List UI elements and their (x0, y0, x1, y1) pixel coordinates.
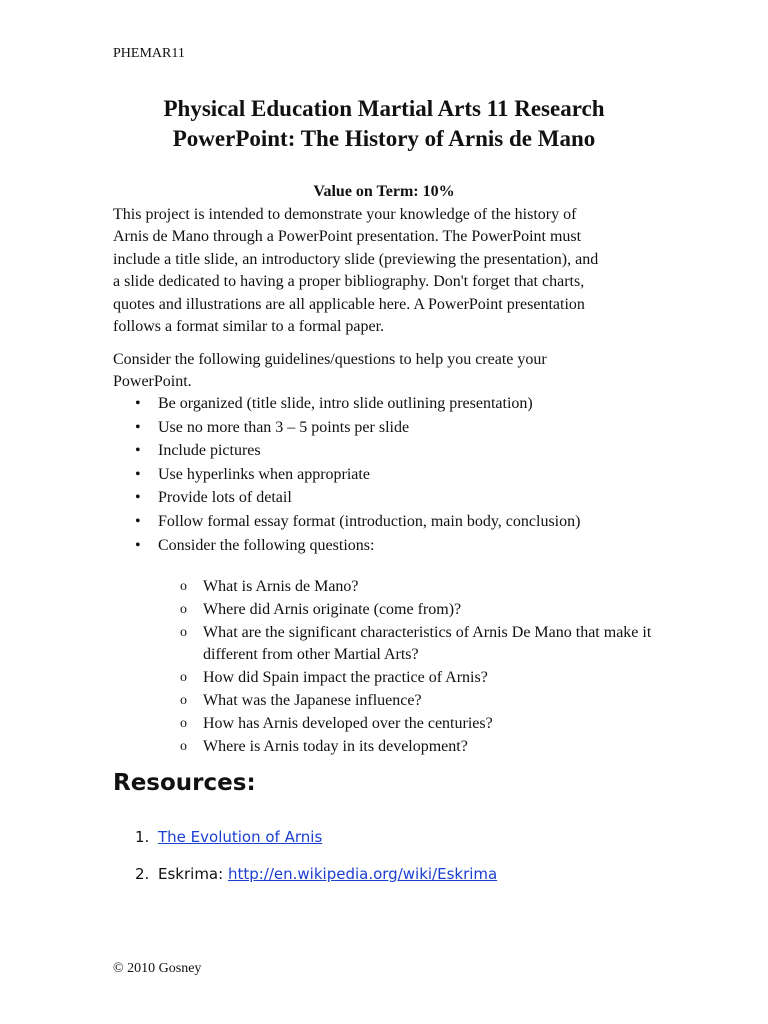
question-item (180, 576, 660, 598)
eskrima-wikipedia-link[interactable]: http://en.wikipedia.org/wiki/Eskrima (227, 865, 498, 883)
resources-list (135, 826, 497, 900)
intro-line: This project is intended to demonstrate your knowledge of the history of (113, 206, 577, 223)
guidelines-intro (113, 349, 653, 393)
guideline-item (113, 487, 673, 511)
question-text: Where is Arnis today in its development? (203, 738, 468, 755)
bullet-icon: • (135, 536, 141, 554)
question-item (180, 599, 660, 621)
bullet-icon: • (135, 489, 141, 507)
document-title (60, 94, 708, 154)
guideline-text: Use hyperlinks when appropriate (158, 465, 370, 483)
hollow-circle-icon: o (180, 602, 187, 617)
intro-paragraph (113, 204, 653, 338)
hollow-circle-icon: o (180, 579, 187, 594)
question-item (180, 667, 660, 689)
bullet-icon: • (135, 512, 141, 530)
resource-item (135, 826, 497, 863)
title-line-1: Physical Education Martial Arts 11 Research (163, 96, 605, 121)
question-item (180, 690, 660, 712)
bullet-icon: • (135, 395, 141, 412)
hollow-circle-icon: o (180, 625, 187, 640)
question-text: How did Spain impact the practice of Arnis? (203, 669, 488, 686)
intro-line: follows a format similar to a formal paper. (113, 318, 385, 336)
question-text: What is Arnis de Mano? (203, 578, 359, 595)
questions-list (180, 576, 660, 759)
resource-item (135, 863, 497, 900)
question-text: What are the significant characteristics of Arnis De Mano that make it different from other Martial Arts? (203, 624, 652, 663)
intro-line: include a title slide, an introductory slide (previewing the presentation), and (113, 250, 599, 268)
title-line-2: PowerPoint: The History of Arnis de Mano (172, 126, 596, 151)
guideline-item (113, 535, 673, 559)
resources-heading: Resources: (113, 770, 256, 796)
evolution-of-arnis-link[interactable]: The Evolution of Arnis (158, 828, 323, 846)
resource-number: 2. (135, 865, 150, 883)
hollow-circle-icon: o (180, 693, 187, 708)
hollow-circle-icon: o (180, 716, 187, 731)
guideline-item (113, 417, 673, 441)
intro-line: a slide dedicated to having a proper bibliography. Don't forget that charts, (113, 273, 585, 291)
hollow-circle-icon: o (180, 739, 187, 754)
bullet-icon: • (135, 418, 141, 436)
guideline-item (113, 393, 673, 417)
guidelines-list (113, 393, 673, 558)
hollow-circle-icon: o (180, 670, 187, 685)
guideline-item (113, 511, 673, 535)
guideline-text: Include pictures (158, 442, 261, 460)
bullet-icon: • (135, 442, 141, 460)
question-text: What was the Japanese influence? (203, 692, 422, 709)
question-text: Where did Arnis originate (come from)? (203, 601, 462, 618)
question-item (180, 736, 660, 758)
question-item (180, 622, 660, 666)
intro-line: Arnis de Mano through a PowerPoint presentation. The PowerPoint must (113, 228, 582, 246)
resource-number: 1. (135, 828, 150, 846)
guidelines-intro-line-1: Consider the following guidelines/questions to help you create your (113, 351, 547, 368)
guideline-item (113, 464, 673, 488)
guideline-text: Follow formal essay format (introduction, main body, conclusion) (158, 512, 581, 530)
guidelines-intro-line-2: PowerPoint. (113, 373, 192, 390)
resource-prefix: Eskrima: (158, 865, 228, 883)
guideline-text: Use no more than 3 – 5 points per slide (158, 418, 410, 436)
bullet-icon: • (135, 465, 141, 483)
intro-line: quotes and illustrations are all applicable here. A PowerPoint presentation (113, 295, 585, 313)
copyright-footer: © 2010 Gosney (113, 961, 202, 976)
guideline-text: Consider the following questions: (158, 536, 375, 554)
guideline-text: Provide lots of detail (158, 489, 292, 507)
guideline-item (113, 440, 673, 464)
question-text: How has Arnis developed over the centuries? (203, 715, 493, 732)
document-code: PHEMAR11 (113, 46, 185, 61)
value-on-term: Value on Term: 10% (313, 183, 455, 200)
question-item (180, 713, 660, 735)
guideline-text: Be organized (title slide, intro slide outlining presentation) (158, 395, 533, 412)
